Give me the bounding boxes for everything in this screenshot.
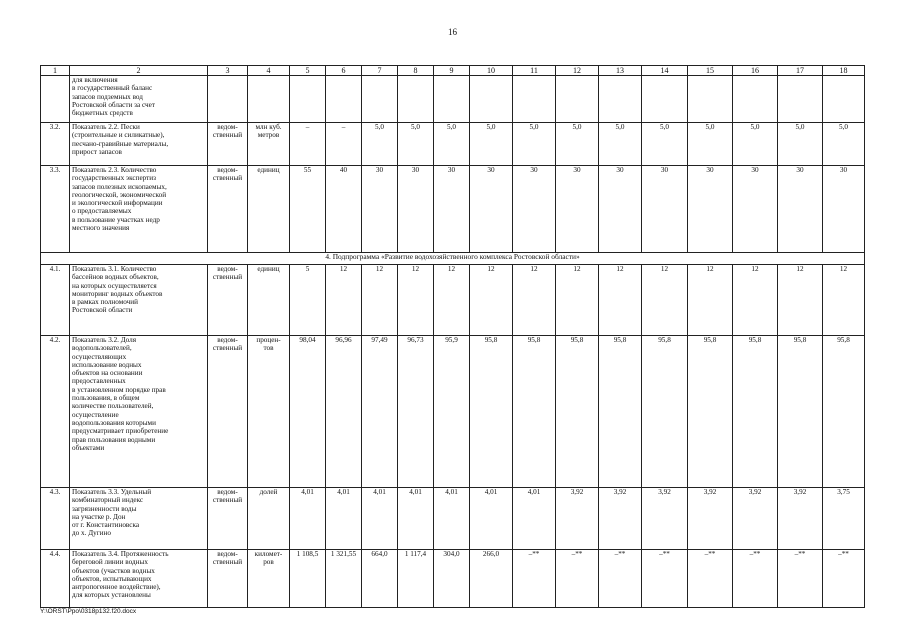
table-row	[41, 336, 865, 488]
value-cell: 30	[642, 166, 688, 253]
row-number	[41, 76, 70, 123]
value-cell: 4,01	[326, 488, 362, 550]
cell-line: водопользования которыми	[72, 418, 156, 427]
unit-of-measure	[248, 76, 290, 123]
cell-line: долей	[259, 488, 278, 496]
cell-line: ственный	[212, 273, 243, 282]
cell-line: единиц	[257, 265, 280, 273]
cell-line: ственный	[212, 174, 243, 183]
indicator-type	[208, 76, 248, 123]
cell-line: объектами	[72, 443, 105, 452]
cell-line: пользования, в общем	[72, 394, 140, 403]
cell-line: метров	[257, 131, 280, 140]
value-cell: 4,01	[434, 488, 470, 550]
cell-line: ственный	[212, 344, 243, 353]
row-number: 3.2.	[41, 123, 70, 166]
cell-line: объектов, испытывающих	[72, 574, 152, 583]
value-cell: 12	[398, 265, 434, 336]
column-number-cell: 3	[208, 66, 248, 76]
value-cell: 4,01	[362, 488, 398, 550]
value-cell: 4,01	[513, 488, 556, 550]
value-cell: 30	[434, 166, 470, 253]
value-cell: 4,01	[470, 488, 513, 550]
value-cell: 3,92	[556, 488, 599, 550]
cell-line: для которых установлены	[72, 591, 151, 600]
indicator-name	[70, 550, 208, 608]
cell-line: прирост запасов	[72, 147, 122, 156]
cell-line: комбинаторный индекс	[72, 496, 144, 505]
value-cell: 95,8	[733, 336, 778, 488]
cell-line: от г. Константиновска	[72, 521, 140, 530]
cell-line: загрязненности воды	[72, 504, 137, 513]
value-cell: 55	[290, 166, 326, 253]
value-cell	[326, 76, 362, 123]
cell-line: процен-	[256, 336, 281, 344]
value-cell: 5,0	[398, 123, 434, 166]
cell-line: запасов подземных вод	[72, 92, 143, 101]
value-cell: 3,75	[823, 488, 865, 550]
value-cell	[513, 76, 556, 123]
file-path-footer: Y:\ORST\Ppo\0318p132.f20.docx	[40, 608, 137, 615]
section-title: 4. Подпрограмма «Развитие водохозяйственного комплекса Ростовской области»	[41, 253, 865, 265]
value-cell: 95,8	[823, 336, 865, 488]
cell-line: ственный	[212, 496, 243, 505]
value-cell: 95,8	[513, 336, 556, 488]
table-row	[41, 550, 865, 608]
page-number: 16	[448, 27, 457, 37]
value-cell: 95,8	[688, 336, 733, 488]
cell-line: для включения	[72, 76, 118, 84]
indicator-name	[70, 166, 208, 253]
column-number-cell: 15	[688, 66, 733, 76]
cell-line: антропогенное воздействие),	[72, 583, 161, 592]
cell-line: запасов полезных ископаемых,	[72, 182, 167, 191]
value-cell	[362, 76, 398, 123]
value-cell: –**	[733, 550, 778, 608]
value-cell: –**	[778, 550, 823, 608]
header-row	[41, 66, 865, 76]
row-number: 4.2.	[41, 336, 70, 488]
value-cell	[642, 76, 688, 123]
value-cell	[778, 76, 823, 123]
value-cell: 12	[823, 265, 865, 336]
value-cell: 96,73	[398, 336, 434, 488]
value-cell: 95,8	[642, 336, 688, 488]
cell-line: Показатель 3.1. Количество	[72, 265, 157, 273]
cell-line: осуществляющих	[72, 352, 127, 361]
column-number-cell: 2	[70, 66, 208, 76]
value-cell: 5,0	[513, 123, 556, 166]
value-cell: –	[326, 123, 362, 166]
value-cell: 97,49	[362, 336, 398, 488]
table-row	[41, 488, 865, 550]
value-cell: 5,0	[470, 123, 513, 166]
indicator-type	[208, 123, 248, 166]
indicator-name	[70, 488, 208, 550]
cell-line: водопользователей,	[72, 344, 132, 353]
indicator-type	[208, 550, 248, 608]
row-number: 4.4.	[41, 550, 70, 608]
cell-line: ведом-	[217, 166, 238, 174]
cell-line: в государственный баланс	[72, 84, 153, 93]
cell-line: объектов (участков водных	[72, 566, 155, 575]
column-number-cell: 17	[778, 66, 823, 76]
cell-line: до х. Дугино	[72, 529, 111, 538]
cell-line: ведом-	[217, 550, 238, 558]
value-cell: 30	[733, 166, 778, 253]
table-row	[41, 76, 865, 123]
unit-of-measure	[248, 123, 290, 166]
cell-line: в пользование участках недр	[72, 215, 160, 224]
table-row	[41, 166, 865, 253]
value-cell: 30	[599, 166, 642, 253]
column-number-cell: 4	[248, 66, 290, 76]
value-cell: 12	[688, 265, 733, 336]
value-cell: 12	[642, 265, 688, 336]
value-cell: 1 108,5	[290, 550, 326, 608]
value-cell: –	[290, 123, 326, 166]
table-row	[41, 123, 865, 166]
value-cell: 5,0	[362, 123, 398, 166]
indicator-type	[208, 265, 248, 336]
cell-line: бюджетных средств	[72, 109, 133, 118]
value-cell: 266,0	[470, 550, 513, 608]
value-cell	[823, 76, 865, 123]
value-cell: –**	[599, 550, 642, 608]
value-cell: 5,0	[823, 123, 865, 166]
cell-line: Показатель 3.2. Доля	[72, 336, 137, 344]
cell-line: Ростовской области за счет	[72, 100, 155, 109]
value-cell: 12	[556, 265, 599, 336]
cell-line: ведом-	[217, 488, 238, 496]
value-cell	[733, 76, 778, 123]
cell-line: в рамках полномочий	[72, 298, 138, 307]
value-cell: 30	[470, 166, 513, 253]
indicator-type	[208, 336, 248, 488]
cell-line: береговой линии водных	[72, 558, 148, 567]
value-cell: 95,8	[470, 336, 513, 488]
value-cell: 30	[556, 166, 599, 253]
cell-line: единиц	[257, 166, 280, 174]
indicators-table	[40, 65, 865, 608]
value-cell: 12	[778, 265, 823, 336]
cell-line: на участке р. Дон	[72, 512, 126, 521]
cell-line: ственный	[212, 558, 243, 567]
value-cell: 30	[823, 166, 865, 253]
value-cell: –**	[642, 550, 688, 608]
cell-line: (строительные и силикатные),	[72, 131, 165, 140]
value-cell: 5,0	[733, 123, 778, 166]
indicator-name	[70, 123, 208, 166]
value-cell: 30	[362, 166, 398, 253]
value-cell	[556, 76, 599, 123]
table-row	[41, 265, 865, 336]
cell-line: Показатель 2.2. Пески	[72, 123, 140, 131]
column-number-cell: 10	[470, 66, 513, 76]
value-cell: 12	[470, 265, 513, 336]
cell-line: количестве пользователей,	[72, 402, 154, 411]
column-number-cell: 14	[642, 66, 688, 76]
cell-line: на которых осуществляется	[72, 281, 157, 290]
value-cell: 30	[778, 166, 823, 253]
cell-line: о предоставляемых	[72, 207, 132, 216]
value-cell	[290, 76, 326, 123]
cell-line: объектов на основании	[72, 369, 143, 378]
value-cell: 4,01	[398, 488, 434, 550]
indicator-type	[208, 488, 248, 550]
value-cell: 95,9	[434, 336, 470, 488]
value-cell: 5,0	[688, 123, 733, 166]
value-cell	[599, 76, 642, 123]
value-cell: 30	[513, 166, 556, 253]
cell-line: в установленном порядке прав	[72, 385, 166, 394]
cell-line: ров	[263, 558, 274, 567]
value-cell	[434, 76, 470, 123]
cell-line: бассейнов водных объектов,	[72, 273, 159, 282]
unit-of-measure	[248, 488, 290, 550]
unit-of-measure	[248, 265, 290, 336]
cell-line: использование водных	[72, 360, 142, 369]
cell-line: Ростовской области	[72, 306, 133, 315]
cell-line: километ-	[254, 550, 283, 558]
value-cell	[470, 76, 513, 123]
section-row	[41, 253, 865, 265]
cell-line: Показатель 3.3. Удельный	[72, 488, 152, 496]
cell-line: мониторинг водных объектов	[72, 289, 163, 298]
column-number-cell: 6	[326, 66, 362, 76]
value-cell: 3,92	[688, 488, 733, 550]
value-cell: 3,92	[642, 488, 688, 550]
value-cell: 4,01	[290, 488, 326, 550]
unit-of-measure	[248, 166, 290, 253]
column-number-cell: 9	[434, 66, 470, 76]
column-number-cell: 5	[290, 66, 326, 76]
cell-line: Показатель 3.4. Протяженность	[72, 550, 169, 558]
value-cell: –**	[513, 550, 556, 608]
value-cell: 3,92	[778, 488, 823, 550]
value-cell: 95,8	[556, 336, 599, 488]
indicator-type	[208, 166, 248, 253]
value-cell: 5,0	[778, 123, 823, 166]
column-number-cell: 18	[823, 66, 865, 76]
value-cell: –**	[556, 550, 599, 608]
value-cell: 40	[326, 166, 362, 253]
cell-line: ственный	[212, 131, 243, 140]
value-cell: 304,0	[434, 550, 470, 608]
cell-line: песчано-гравийные материалы,	[72, 139, 169, 148]
value-cell: 98,04	[290, 336, 326, 488]
row-number: 3.3.	[41, 166, 70, 253]
value-cell: –**	[688, 550, 733, 608]
value-cell: 30	[398, 166, 434, 253]
cell-line: и экологической информации	[72, 199, 163, 208]
value-cell: 5,0	[599, 123, 642, 166]
cell-line: предоставленных	[72, 377, 126, 386]
value-cell: 95,8	[778, 336, 823, 488]
cell-line: местного значения	[72, 224, 130, 233]
value-cell: 12	[599, 265, 642, 336]
row-number: 4.1.	[41, 265, 70, 336]
value-cell: 664,0	[362, 550, 398, 608]
value-cell: 1 321,55	[326, 550, 362, 608]
value-cell: –**	[823, 550, 865, 608]
value-cell: 1 117,4	[398, 550, 434, 608]
value-cell: 5,0	[642, 123, 688, 166]
value-cell: 12	[434, 265, 470, 336]
cell-line: ведом-	[217, 123, 238, 131]
cell-line: прав пользования водными	[72, 435, 156, 444]
indicator-name	[70, 336, 208, 488]
row-number: 4.3.	[41, 488, 70, 550]
unit-of-measure	[248, 550, 290, 608]
cell-line: предусматривает приобретение	[72, 427, 169, 436]
value-cell: 95,8	[599, 336, 642, 488]
column-number-cell: 7	[362, 66, 398, 76]
column-number-cell: 13	[599, 66, 642, 76]
value-cell: 12	[513, 265, 556, 336]
cell-line: осуществление	[72, 410, 119, 419]
value-cell: 3,92	[733, 488, 778, 550]
cell-line: тов	[263, 344, 274, 353]
cell-line: геологической, экономической	[72, 190, 167, 199]
value-cell: 96,96	[326, 336, 362, 488]
value-cell: 5,0	[434, 123, 470, 166]
value-cell: 5	[290, 265, 326, 336]
column-number-cell: 16	[733, 66, 778, 76]
indicator-name	[70, 76, 208, 123]
column-number-cell: 11	[513, 66, 556, 76]
value-cell: 30	[688, 166, 733, 253]
value-cell: 12	[733, 265, 778, 336]
value-cell	[688, 76, 733, 123]
cell-line: Показатель 2.3. Количество	[72, 166, 157, 174]
column-number-cell: 8	[398, 66, 434, 76]
unit-of-measure	[248, 336, 290, 488]
value-cell: 5,0	[556, 123, 599, 166]
column-number-cell: 1	[41, 66, 70, 76]
value-cell: 3,92	[599, 488, 642, 550]
indicator-name	[70, 265, 208, 336]
cell-line: ведом-	[217, 265, 238, 273]
cell-line: государственных экспертиз	[72, 174, 156, 183]
column-number-cell: 12	[556, 66, 599, 76]
value-cell: 12	[326, 265, 362, 336]
value-cell: 12	[362, 265, 398, 336]
cell-line: ведом-	[217, 336, 238, 344]
value-cell	[398, 76, 434, 123]
cell-line: млн куб.	[255, 123, 282, 131]
